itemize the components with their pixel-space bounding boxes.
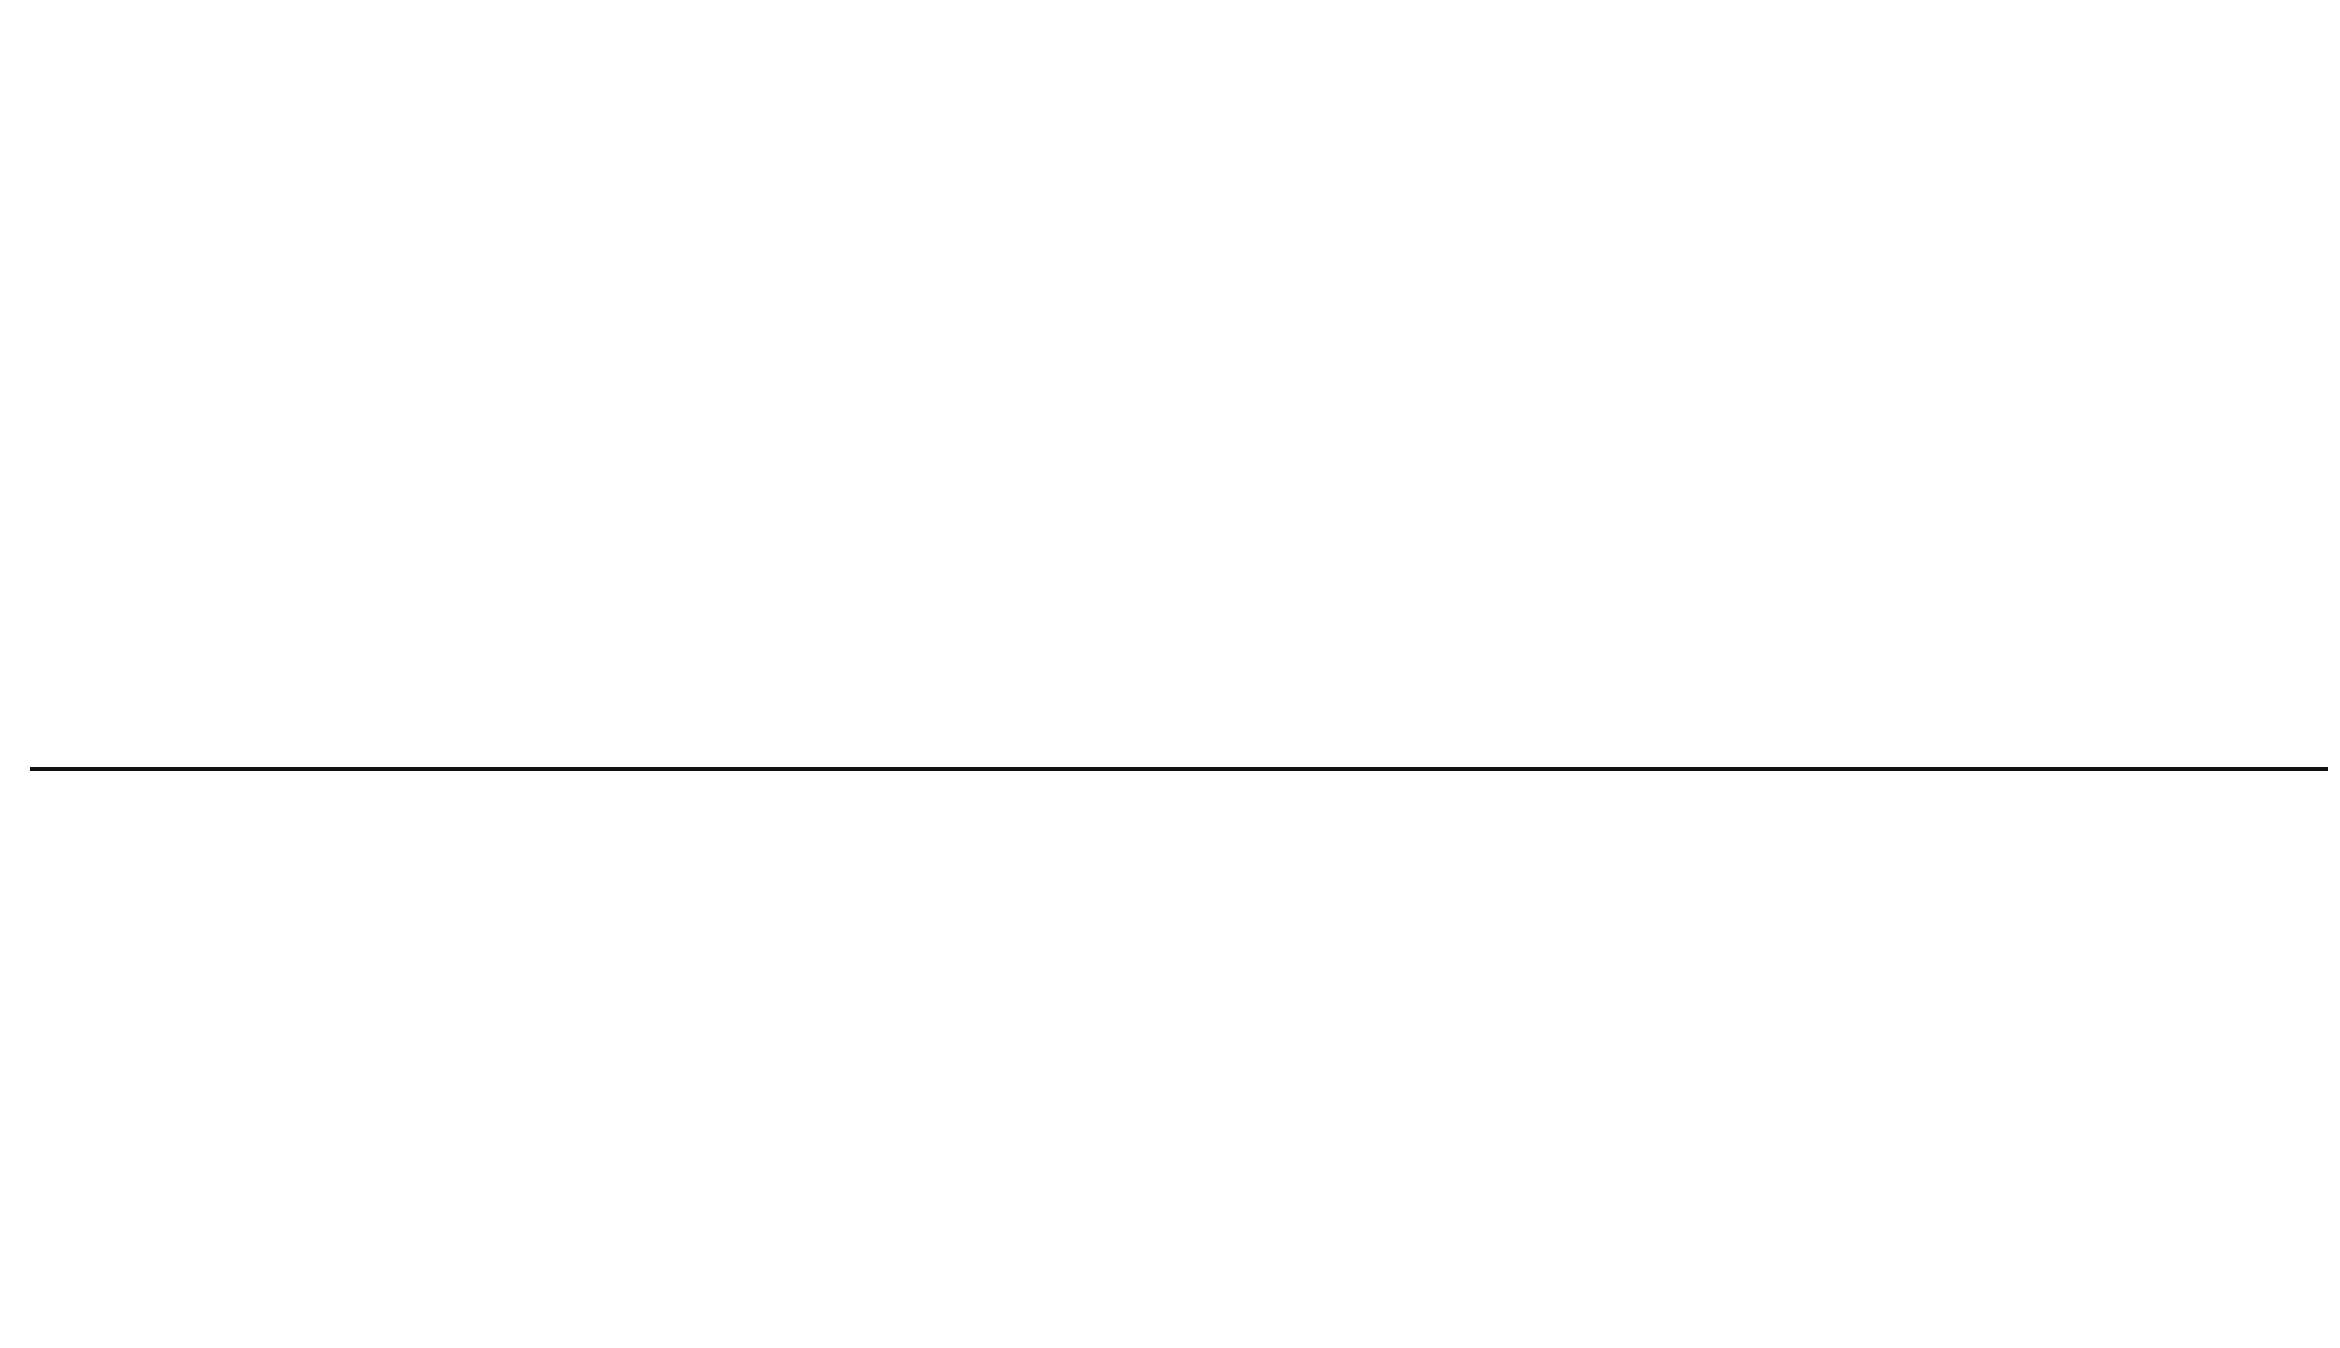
connector-block-m9 [878, 828, 1568, 1348]
connector-block-m17 [1663, 828, 2340, 1348]
connector-block-m6 [1665, 78, 2340, 598]
connector-block-m4 [878, 78, 1568, 598]
connector-block-m3 [87, 78, 777, 598]
section-divider [30, 767, 2328, 771]
connector-block-m8 [87, 828, 777, 1348]
